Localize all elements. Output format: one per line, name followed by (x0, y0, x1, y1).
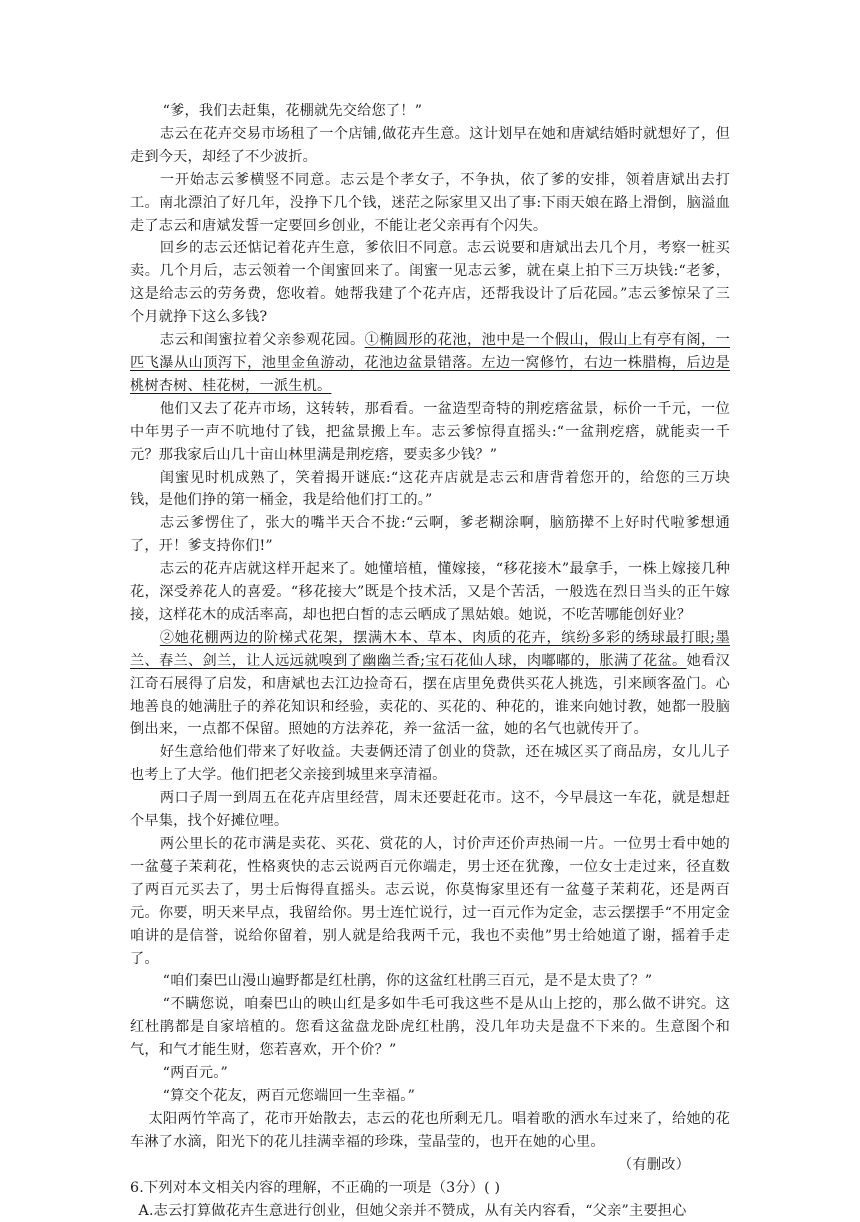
story-text (130, 100, 730, 1222)
paragraph (130, 627, 730, 742)
paragraph: 回乡的志云还惦记着花卉生意，爹依旧不同意。志云说要和唐斌出去几个月，考察一桩买卖。几个月后，志云领着一个闺蜜回来了。闺蜜一见志云爹，就在桌上拍下三万块钱:“老爹，这是给志云的劳务费，您收着。她帮我建了个花卉店，还帮我设计了后花园。”志云爹惊呆了三个月就挣下这么多钱? (130, 237, 730, 329)
paragraph: 太阳两竹竿高了，花市开始散去，志云的花也所剩无几。唱着歌的洒水车过来了，给她的花车淋了水滴，阳光下的花儿挂满幸福的珍珠，莹晶莹的，也开在她的心里。 (130, 1108, 730, 1154)
paragraph: 志云爹愣住了，张大的嘴半天合不拢:“云啊，爹老糊涂啊，脑筋撵不上好时代啦爹想通了，开！爹支持你们!” (130, 512, 730, 558)
paragraph: “咱们秦巴山漫山遍野都是红杜鹃，你的这盆红杜鹃三百元，是不是太贵了？” (130, 970, 730, 993)
paragraph-lead: 志云和闺蜜拉着父亲参观花园。 (160, 332, 365, 348)
paragraph: 一开始志云爹横竖不同意。志云是个孝女子，不争执，依了爹的安排，领着唐斌出去打工。南北漂泊了好几年，没挣下几个钱，迷茫之际家里又出了事:下雨天娘在路上滑倒，脑溢血走了志云和唐斌发誓一定要回乡创业，不能让老父亲再有个闪失。 (130, 169, 730, 238)
paragraph: 好生意给他们带来了好收益。夫妻俩还清了创业的贷款，还在城区买了商品房，女儿儿子也考上了大学。他们把老父亲接到城里来享清福。 (130, 741, 730, 787)
paragraph-rest: 她看汉江奇石展得了启发，和唐斌也去江边捡奇石，摆在店里免费供买花人挑选，引来顾客盈门。心地善良的她满肚子的养花知识和经验，卖花的、买花的、种花的，谁来向她讨教，她都一股脑倒出来，一点都不保留。照她的方法养花，养一盆活一盆，她的名气也就传开了。 (130, 653, 730, 738)
paragraph: 志云的花卉店就这样开起来了。她懂培植，懂嫁接，“移花接木”最拿手，一株上嫁接几种花，深受养花人的喜爱。“移花接大”既是个技术活，又是个苦活，一般选在烈日当头的正午嫁接，这样花木的成活率高，却也把白皙的志云晒成了黑姑娘。她说，不吃苦哪能创好业？ (130, 558, 730, 627)
paragraph: 两口子周一到周五在花卉店里经营，周末还要赶花市。这不，今早晨这一车花，就是想赶个早集，找个好摊位哩。 (130, 787, 730, 833)
paragraph: 他们又去了花卉市场，这转转，那看看。一盆造型奇特的荆疙瘩盆景，标价一千元，一位中年男子一声不吭地付了钱，把盆景搬上车。志云爹惊得直摇头:“一盆荆疙瘩，就能卖一千元？那我家后山几十亩山林里满是荆疙瘩，要卖多少钱？” (130, 398, 730, 467)
paragraph: 闺蜜见时机成熟了，笑着揭开谜底:“这花卉店就是志云和唐背着您开的，给您的三万块钱，是他们挣的第一桶金，我是给他们打工的。” (130, 467, 730, 513)
paragraph: “不瞒您说，咱秦巴山的映山红是多如牛毛可我这些不是从山上挖的，那么做不讲究。这红杜鹃都是自家培植的。您看这盆盘龙卧虎红杜鹃，没几年功夫是盘不下来的。生意图个和气，和气才能生财，您若喜欢，开个价？” (130, 993, 730, 1062)
paragraph (130, 329, 730, 398)
paragraph: 志云在花卉交易市场租了一个店铺,做花卉生意。这计划早在她和唐斌结婚时就想好了，但走到今天，却经了不少波折。 (130, 123, 730, 169)
paragraph: “爹，我们去赶集，花棚就先交给您了！” (130, 100, 730, 123)
question-stem: 6.下列对本文相关内容的理解，不正确的一项是（3分）( ) (130, 1177, 730, 1200)
paragraph: “两百元。” (130, 1062, 730, 1085)
question-option-a: A.志云打算做花卉生意进行创业，但她父亲并不赞成，从有关内容看，“父亲”主要担心 (130, 1200, 730, 1222)
underlined-passage-2: ②她花棚两边的阶梯式花架，摆满木本、草本、肉质的花卉，缤纷多彩的绣球最打眼;墨兰、春兰、剑兰，让人远远就嗅到了幽幽兰香;宝石花仙人球，肉嘟嘟的，胀满了花盆。 (130, 630, 730, 669)
paragraph: 两公里长的花市满是卖花、买花、赏花的人，讨价声还价声热闹一片。一位男士看中她的一盆蔓子茉莉花，性格爽快的志云说两百元你端走，男士还在犹豫，一位女士走过来，径直数了两百元买去了，男士后悔得直摇头。志云说，你莫悔家里还有一盆蔓子茉莉花，还是两百元。你要，明天来早点，我留给你。男士连忙说行，过一百元作为定金，志云摆摆手“不用定金咱讲的是信誉，说给你留着，别人就是给我两千元，我也不卖他”男士给她道了谢，摇着手走了。 (130, 833, 730, 970)
paragraph: “算交个花友，两百元您端回一生幸福。” (130, 1085, 730, 1108)
source-note: （有删改） (130, 1154, 730, 1177)
underlined-passage-1: ①椭圆形的花池，池中是一个假山，假山上有亭有阁，一匹飞瀑从山顶泻下，池里金鱼游动，花池边盆景错落。左边一窝修竹，右边一株腊梅，后边是桃树杏树、桂花树，一派生机。 (130, 332, 730, 394)
